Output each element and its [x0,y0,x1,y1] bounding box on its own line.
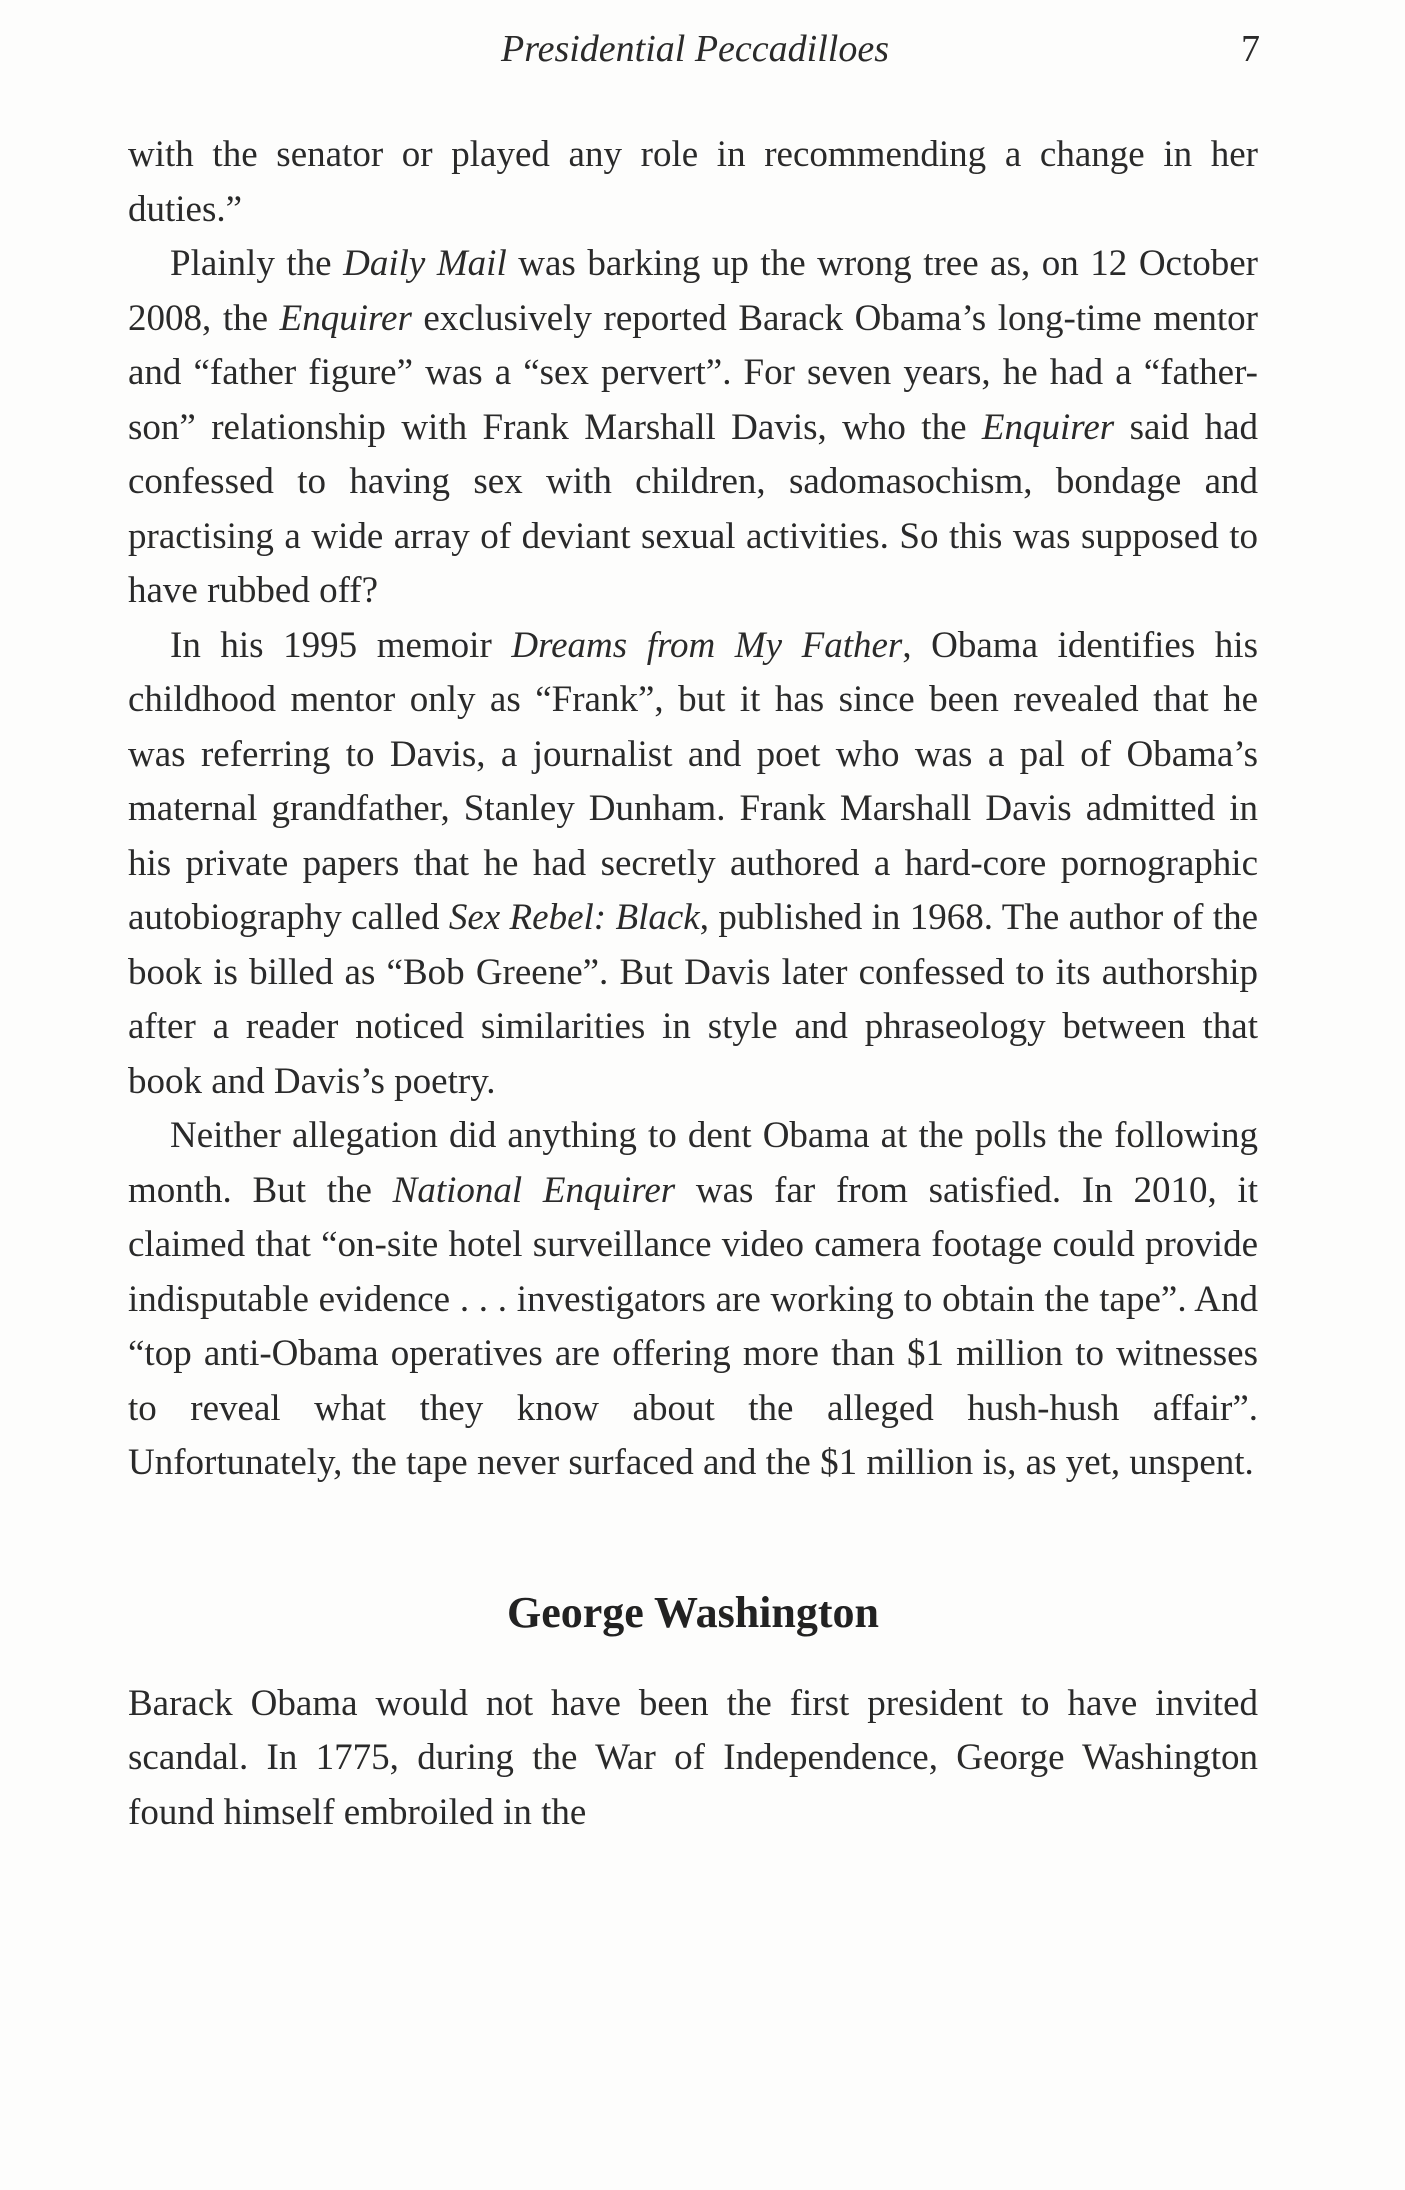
enquirer-title-2: Enquirer [981,406,1115,448]
section-paragraph: Barack Obama would not have been the first president to have invited scandal. In 1775, during the War of Independence, George Washington found himself embroiled in the [128,1682,1258,1833]
paragraph-3 [128,619,1258,1110]
paragraph-1 [128,128,1258,237]
body-text [128,128,1258,1840]
paragraph-4 [128,1109,1258,1491]
dreams-from-my-father-title: Dreams from My Father [511,624,903,666]
page-number: 7 [1241,28,1260,70]
paragraph-2-segment-3: was barking up the wrong tree as, on 12 October 2008, the [128,243,1259,339]
paragraph-4-segment-3: was far from satisfied. In 2010, it claimed that “on-site hotel surveillance video camera footage could provide indisputable evidence . . . investigators are working to obtain the tape”. And “top anti-Obama operatives are offering more than $1 million to witnesses to reveal what they know about the alleged hush-hush affair”. Unfortunately, the tape never surfaced and the $1 million is, as yet, unspent. [128,1169,1258,1483]
running-title: Presidential Peccadilloes [501,28,889,70]
enquirer-title-1: Enquirer [279,297,412,339]
section-heading: George Washington [506,1587,879,1637]
paragraph-2-segment-7: said had confessed to having sex with children, sadomasochism, bondage and practising a wide array of deviant sexual activities. So this was supposed to have rubbed off? [128,406,1259,611]
paragraph-3-segment-3: , Obama identifies his childhood mentor only as “Frank”, but it has since been revealed that he was referring to Davis, a journalist and poet who was a pal of Obama’s maternal grandfather, Stanley Dunham. Frank Marshall Davis admitted in his private papers that he had secretly authored a hard-core pornographic autobiography called [128,624,1258,938]
running-head [130,24,1260,74]
paragraph-4-segment-1: Neither allegation did anything to dent Obama at the polls the following month. But the [128,1115,1258,1211]
daily-mail-title: Daily Mail [343,243,507,284]
paragraph-1-segment-1: with the senator or played any role in recommending a change in her duties.” [128,134,1258,230]
sex-rebel-black-title: Sex Rebel: Black [448,897,700,938]
paragraph-2-segment-5: exclusively reported Barack Obama’s long-time mentor and “father figure” was a “sex pervert”. For seven years, he had a “father-son” relationship with Frank Marshall Davis, who the [128,297,1259,448]
paragraph-3-segment-1: In his 1995 memoir [170,624,512,666]
national-enquirer-title: National Enquirer [392,1169,676,1211]
paragraph-3-segment-5: , published in 1968. The author of the book is billed as “Bob Greene”. But Davis later confessed to its authorship after a reader noticed similarities in style and phraseology between that book and Davis’s poetry. [128,897,1258,1102]
paragraph-2-segment-1: Plainly the [170,243,344,284]
paragraph-2 [128,237,1258,619]
